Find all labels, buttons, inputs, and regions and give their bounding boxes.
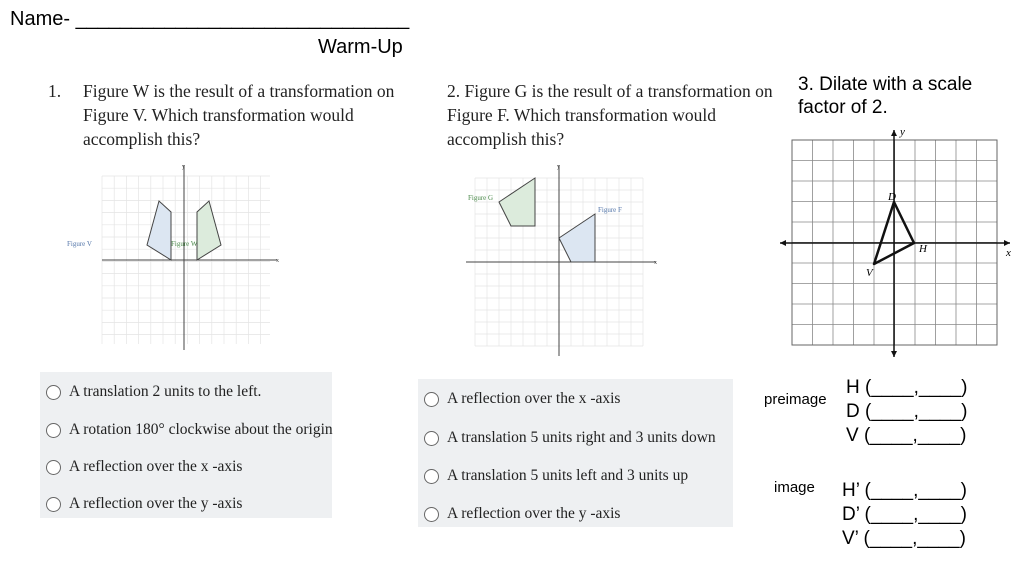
q1-option-label: A rotation 180° clockwise about the origin [69,421,333,438]
q3-x-arrow-left [780,240,786,246]
radio-button[interactable] [46,497,61,512]
q2-prompt: 2. Figure G is the result of a transformation on Figure F. Which transformation would accomplish this? [447,81,773,149]
q1-option-label: A reflection over the x -axis [69,458,243,475]
preimage-coord-v[interactable]: V (____,____) [846,425,967,446]
q2-graph [463,160,663,360]
q3-graph [770,122,1020,364]
radio-button[interactable] [424,507,439,522]
q2-choices [418,379,733,527]
q2-option-label: A reflection over the y -axis [447,505,621,522]
q1-prompt: Figure W is the result of a transformation on Figure V. Which transformation would accomplish this? [83,81,395,149]
q3-prompt: 3. Dilate with a scale factor of 2. [798,74,973,118]
q1-graph [50,160,279,355]
q1-option-label: A translation 2 units to the left. [69,383,262,400]
figure-g-label: Figure G [468,194,494,202]
image-coord-d-prime[interactable]: D’ (____,____) [842,504,967,525]
q3-y-arrow-up [891,130,897,136]
q2-x-label: x [654,260,657,266]
radio-button[interactable] [46,460,61,475]
q2-option-3[interactable] [424,467,688,485]
preimage-coord-d[interactable]: D (____,____) [846,401,968,422]
figure-g-shape [499,178,535,226]
q2-y-label: y [557,164,560,170]
label-v: V [866,267,873,279]
q1-option-1[interactable] [46,383,261,401]
q2-option-label: A translation 5 units right and 3 units down [447,429,716,446]
figure-w-label: Figure W [171,240,198,248]
q1-number: 1. [48,81,62,101]
q2-option-label: A translation 5 units left and 3 units up [447,467,689,484]
page-title: Warm-Up [318,36,403,58]
q2-option-label: A reflection over the x -axis [447,390,621,407]
q3-y-arrow-down [891,351,897,357]
q1-option-4[interactable] [46,495,242,513]
q1-y-label: y [182,164,185,170]
radio-button[interactable] [46,385,61,400]
figure-f-label: Figure F [598,206,622,214]
image-label: image [774,479,815,496]
q2-option-2[interactable] [424,429,716,447]
image-coord-h-prime[interactable]: H’ (____,____) [842,480,967,501]
name-line[interactable]: Name- ______________________________ [10,8,410,30]
q1-x-label: x [276,258,279,264]
radio-button[interactable] [424,392,439,407]
q3-x-label: x [1006,247,1011,259]
preimage-coord-h[interactable]: H (____,____) [846,377,968,398]
q1-choices [40,372,332,518]
figure-f-shape [559,214,595,262]
q2-option-1[interactable] [424,390,620,408]
label-h: H [919,243,927,255]
radio-button[interactable] [46,423,61,438]
figure-w-shape [197,201,221,260]
q1-option-3[interactable] [46,458,242,476]
q1-option-2[interactable] [46,421,333,439]
q2-option-4[interactable] [424,505,620,523]
q3-y-label: y [900,126,905,138]
preimage-label: preimage [764,391,827,408]
radio-button[interactable] [424,469,439,484]
q3-x-arrow-right [1004,240,1010,246]
q1-option-label: A reflection over the y -axis [69,495,243,512]
radio-button[interactable] [424,431,439,446]
image-coord-v-prime[interactable]: V’ (____,____) [842,528,966,549]
figure-v-label: Figure V [67,240,92,248]
label-d: D [888,191,896,203]
